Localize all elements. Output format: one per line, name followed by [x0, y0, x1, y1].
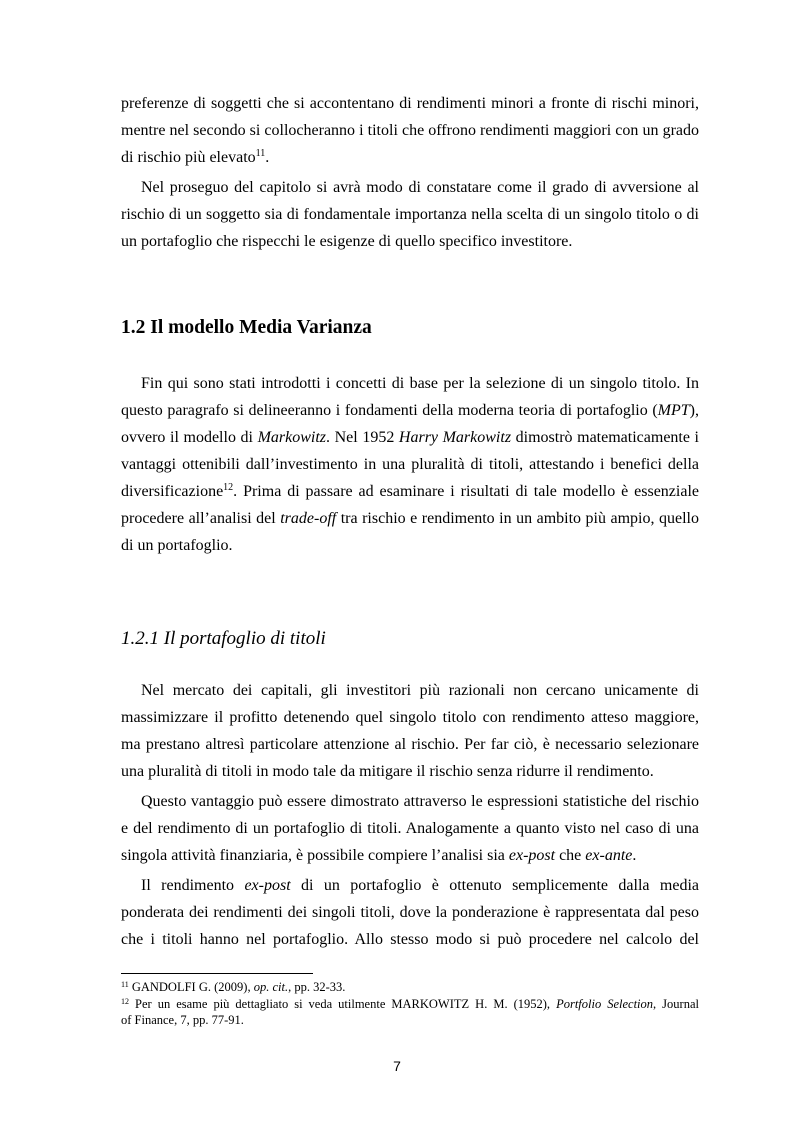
footnote-ref-12[interactable]: 12: [223, 482, 234, 493]
section-heading: 1.2 Il modello Media Varianza: [121, 317, 372, 338]
body-line: ma prestano altresì particolare attenzione al rischio. Per far ciò, è necessario selezionare: [121, 736, 699, 753]
body-line: rischio di un soggetto sia di fondamentale importanza nella scelta di un singolo titolo o di: [121, 206, 699, 223]
body-line: Il rendimento ex-post di un portafoglio è ottenuto semplicemente dalla media: [141, 877, 700, 894]
body-line: vantaggi ottenibili dall’investimento in una pluralità di titoli, attestando i benefici della: [121, 456, 699, 473]
body-line: preferenze di soggetti che si accontentano di rendimenti minori a fronte di rischi minori,: [121, 95, 699, 112]
body-line: di un portafoglio.: [121, 537, 233, 554]
body-line: procedere all’analisi del trade-off tra rischio e rendimento in un ambito più ampio, quello: [121, 510, 699, 527]
body-line: questo paragrafo si delineeranno i fondamenti della moderna teoria di portafoglio (MPT),: [121, 402, 699, 419]
footnote-12: $^{12}$ Per un esame più dettagliato si veda utilmente MARKOWITZ H. M. (1952), Portfolio Selection, Journal: [121, 997, 699, 1011]
footnote-ref-11[interactable]: 11: [255, 148, 266, 159]
body-line: una pluralità di titoli in modo tale da mitigare il rischio senza ridurre il rendimento.: [121, 763, 654, 780]
body-line: un portafoglio che rispecchi le esigenze di quello specifico investitore.: [121, 233, 573, 250]
footnote-divider: [121, 973, 313, 974]
body-line: ovvero il modello di Markowitz. Nel 1952 Harry Markowitz dimostrò matematicamente i: [121, 429, 699, 446]
body-line: massimizzare il profitto detenendo quel singolo titolo con rendimento atteso maggiore,: [121, 709, 699, 726]
body-line: di rischio più elevato$^{11}$.: [121, 148, 270, 166]
body-line: diversificazione$^{12}$. Prima di passare ad esaminare i risultati di tale modello è essenziale: [121, 482, 699, 500]
footnote-11: $^{11}$ GANDOLFI G. (2009), op. cit., pp. 32-33.: [121, 980, 346, 994]
body-line: singola attività finanziaria, è possibile compiere l’analisi sia ex-post che ex-ante.: [121, 847, 637, 864]
body-line: Nel proseguo del capitolo si avrà modo di constatare come il grado di avversione al: [141, 179, 699, 196]
body-line: mentre nel secondo si collocheranno i titoli che offrono rendimenti maggiori con un grado: [121, 122, 699, 139]
body-line: che i titoli hanno nel portafoglio. Allo stesso modo si può procedere nel calcolo del: [121, 931, 699, 948]
body-line: Fin qui sono stati introdotti i concetti di base per la selezione di un singolo titolo. In: [141, 375, 699, 392]
body-line: Nel mercato dei capitali, gli investitori più razionali non cercano unicamente di: [141, 682, 699, 699]
footnote-12-continuation: of Finance, 7, pp. 77-91.: [121, 1013, 244, 1027]
body-line: e del rendimento di un portafoglio di titoli. Analogamente a quanto visto nel caso di una: [121, 820, 699, 837]
body-line: ponderata dei rendimenti dei singoli titoli, dove la ponderazione è rappresentata dal peso: [121, 904, 699, 921]
body-line: Questo vantaggio può essere dimostrato attraverso le espressioni statistiche del rischio: [141, 793, 699, 810]
subsection-heading: 1.2.1 Il portafoglio di titoli: [121, 628, 326, 649]
page-number: 7: [393, 1058, 401, 1074]
